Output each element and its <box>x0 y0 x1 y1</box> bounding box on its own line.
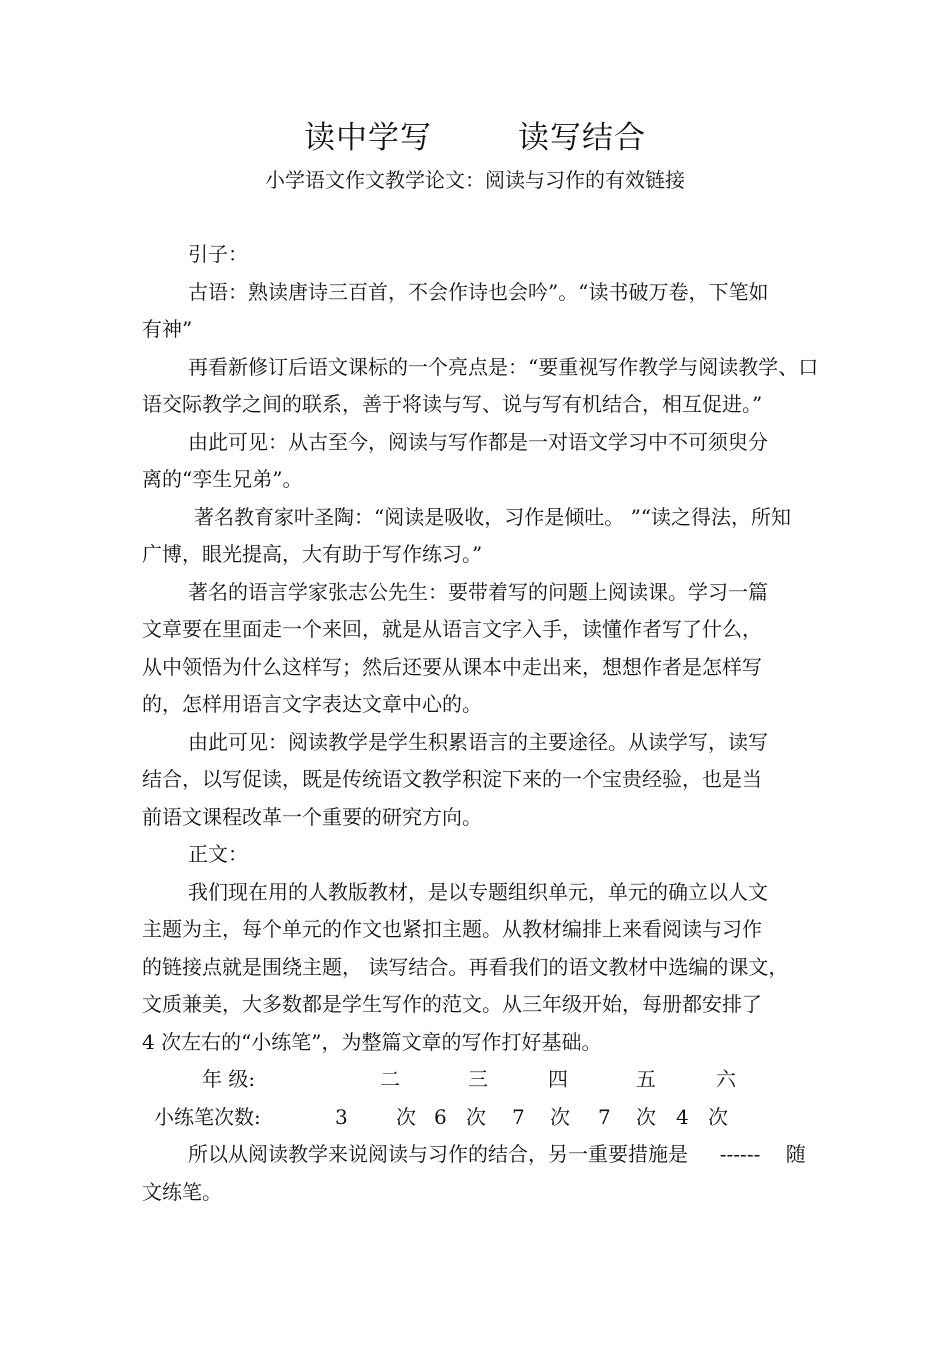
count-unit: 次 <box>396 1104 416 1129</box>
text-line: 4 次左右的“小练笔”，为整篇文章的写作打好基础。 <box>142 1029 602 1054</box>
text-line: 由此可见：从古至今，阅读与写作都是一对语文学习中不可须臾分 <box>188 429 768 454</box>
text-line: 结合，以写促读，既是传统语文教学积淀下来的一个宝贵经验，也是当 <box>142 767 762 791</box>
grade-cell: 二 <box>380 1067 400 1091</box>
count-unit: 次 <box>466 1104 486 1129</box>
grade-cell: 六 <box>716 1067 736 1091</box>
grade-label: 年 级: <box>202 1067 256 1091</box>
text-line: 有神” <box>142 317 193 341</box>
text-line: 所以从阅读教学来说阅读与习作的结合，另一重要措施是 ------ 随 <box>188 1142 806 1166</box>
text-line: 文练笔。 <box>142 1179 222 1204</box>
text-line: 著名的语言学家张志公先生：要带着写的问题上阅读课。学习一篇 <box>188 579 768 604</box>
text-line: 引子： <box>188 242 248 266</box>
grade-cell: 三 <box>468 1067 488 1091</box>
text-line: 由此可见：阅读教学是学生积累语言的主要途径。从读学写，读写 <box>188 729 768 754</box>
count-unit: 次 <box>636 1104 656 1129</box>
count-unit: 次 <box>550 1104 570 1129</box>
text-line: 我们现在用的人教版教材，是以专题组织单元，单元的确立以人文 <box>188 879 768 904</box>
count-cell: 4 <box>676 1104 689 1129</box>
text-line: 广博，眼光提高，大有助于写作练习。” <box>142 542 483 566</box>
text-line: 文质兼美，大多数都是学生写作的范文。从三年级开始，每册都安排了 <box>142 992 762 1016</box>
text-line: 语交际教学之间的联系，善于将读与写、说与写有机结合，相互促进。” <box>142 392 763 416</box>
text-line: 前语文课程改革一个重要的研究方向。 <box>142 804 482 829</box>
text-line: 的链接点就是围绕主题， 读写结合。再看我们的语文教材中选编的课文， <box>142 954 789 979</box>
text-line: 离的“孪生兄弟”。 <box>142 467 303 491</box>
grade-row <box>142 1061 842 1099</box>
text-line: 从中领悟为什么这样写；然后还要从课本中走出来，想想作者是怎样写 <box>142 654 762 679</box>
count-cell: 7 <box>512 1104 525 1129</box>
text-line: 正文： <box>188 842 248 866</box>
text-line: 古语：熟读唐诗三百首，不会作诗也会吟”。“读书破万卷，下笔如 <box>188 279 769 304</box>
text-line: 著名教育家叶圣陶：“阅读是吸收，习作是倾吐。 ”“读之得法，所知 <box>194 504 792 529</box>
title-part-1: 读中学写 <box>304 120 432 156</box>
count-label: 小练笔次数: <box>154 1104 261 1129</box>
count-cell: 3 <box>335 1104 348 1129</box>
text-line: 再看新修订后语文课标的一个亮点是：“要重视写作教学与阅读教学、口 <box>188 354 819 379</box>
title-part-2: 读写结合 <box>518 120 646 156</box>
count-unit: 次 <box>708 1104 728 1129</box>
page-title <box>0 112 950 157</box>
count-cell: 6 <box>434 1104 447 1129</box>
count-row <box>142 1099 842 1137</box>
text-line: 文章要在里面走一个来回，就是从语言文字入手，读懂作者写了什么， <box>142 617 762 641</box>
grade-cell: 四 <box>548 1067 568 1091</box>
text-line: 主题为主，每个单元的作文也紧扣主题。从教材编排上来看阅读与习作 <box>142 917 762 941</box>
article-body <box>142 236 842 1211</box>
count-cell: 7 <box>598 1104 611 1129</box>
text-line: 的，怎样用语言文字表达文章中心的。 <box>142 692 482 716</box>
page-subtitle: 小学语文作文教学论文：阅读与习作的有效链接 <box>265 168 685 192</box>
grade-cell: 五 <box>636 1067 656 1091</box>
